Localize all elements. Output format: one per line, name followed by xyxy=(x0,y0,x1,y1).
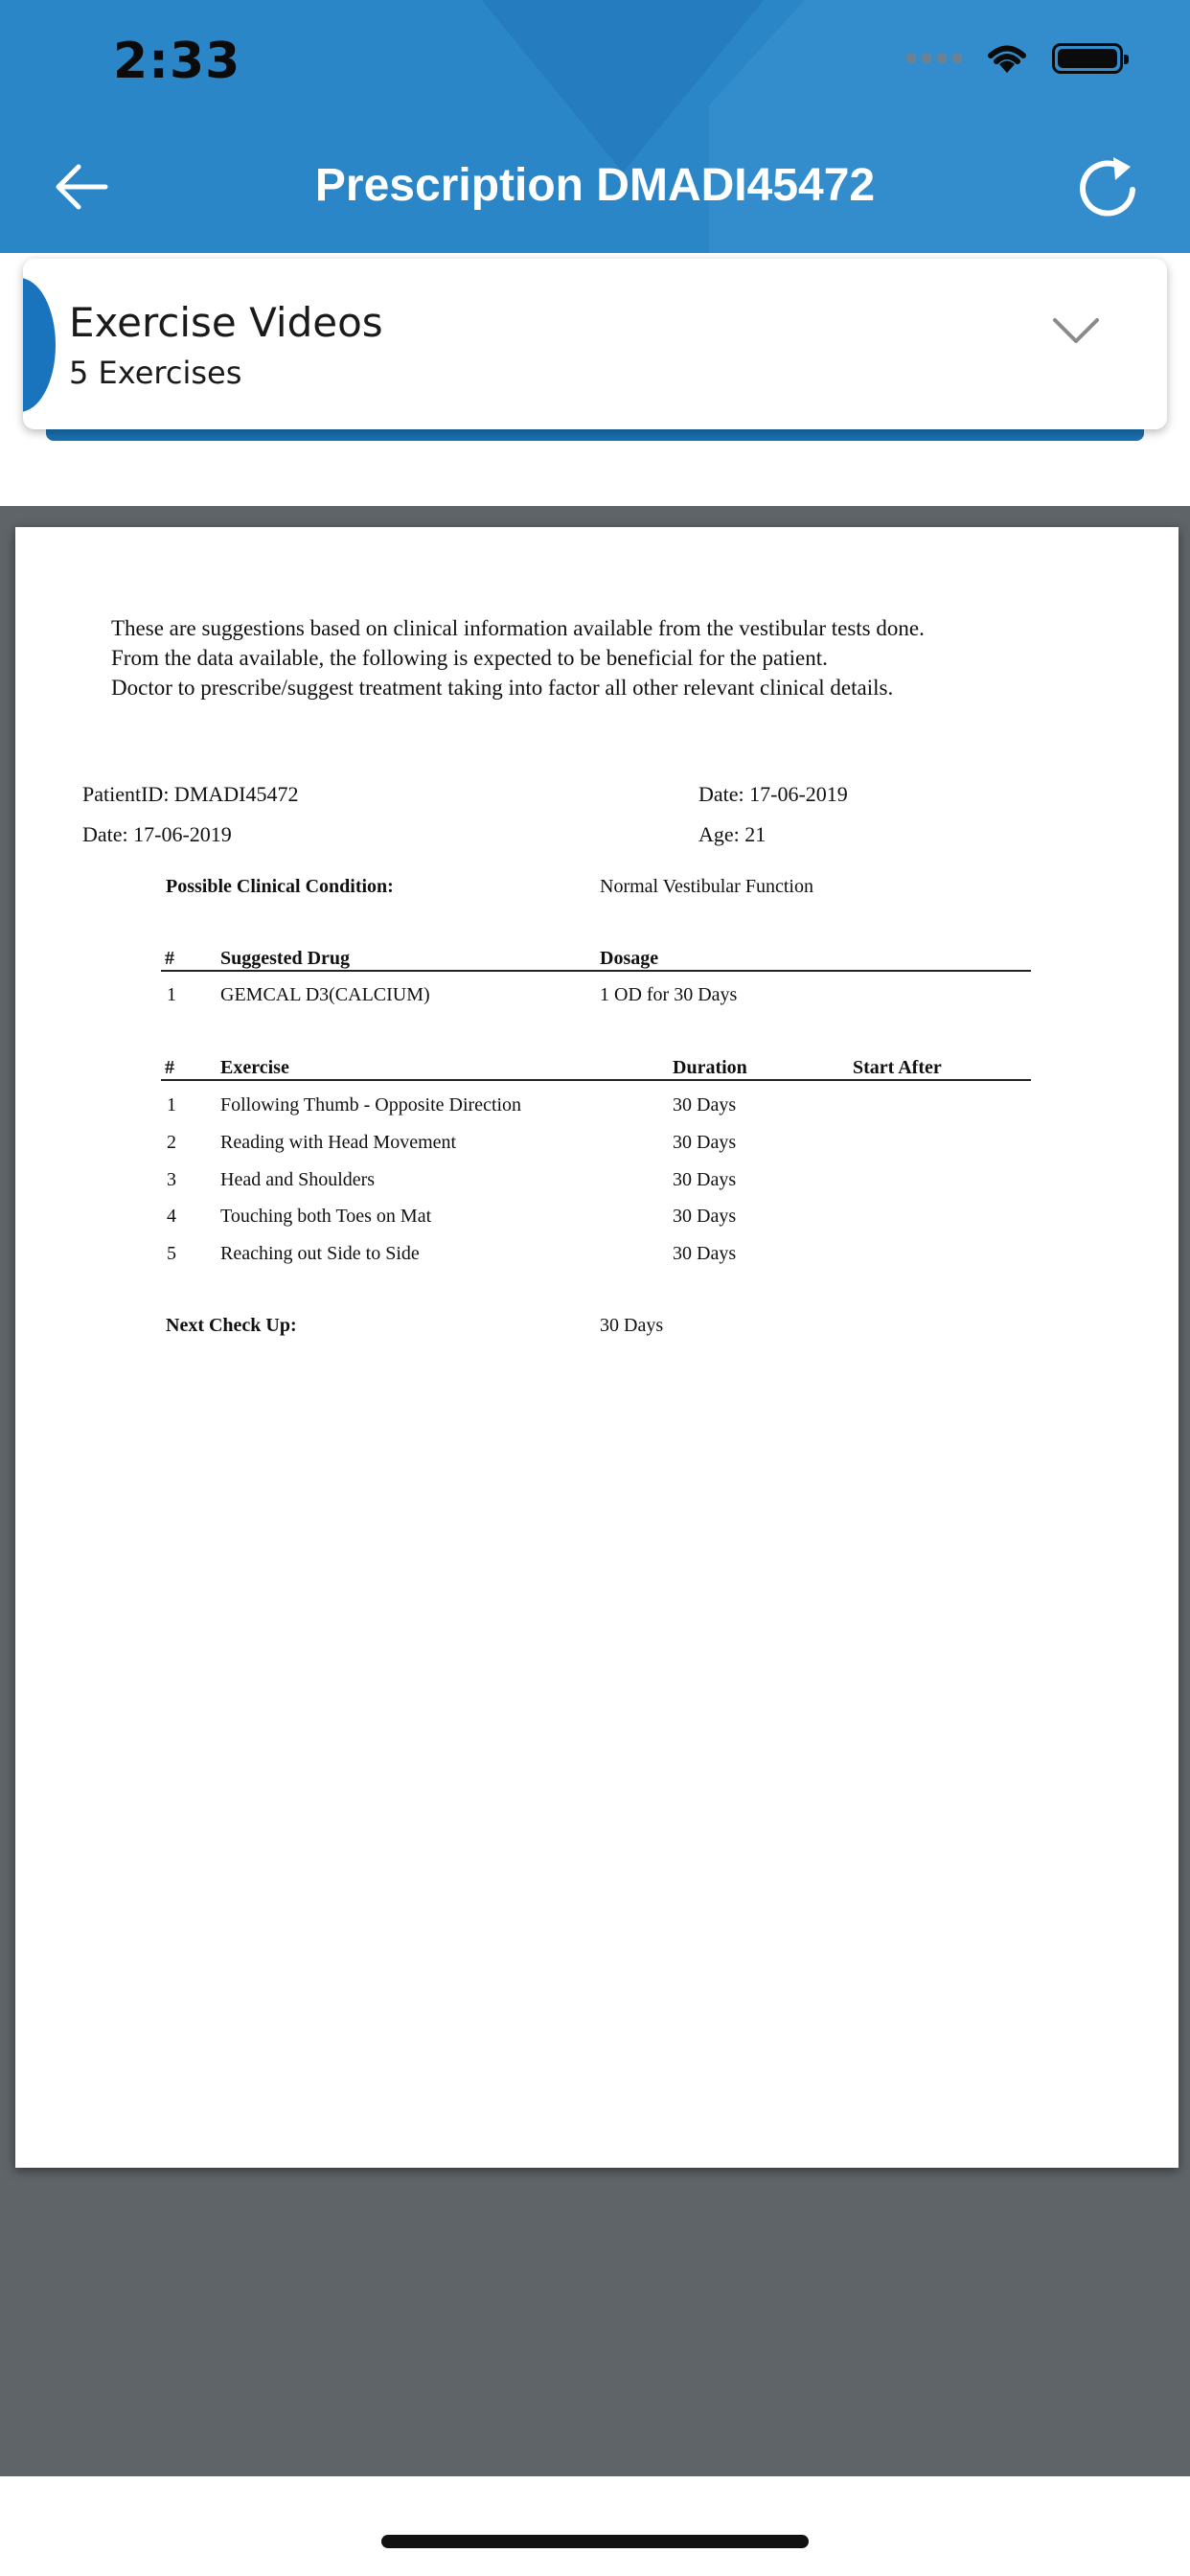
exercise-row-num: 3 xyxy=(167,1169,176,1190)
drug-row-name: GEMCAL D3(CALCIUM) xyxy=(220,984,430,1005)
drug-header-num: # xyxy=(165,948,174,969)
exercise-header-duration: Duration xyxy=(673,1057,747,1078)
exercise-videos-card[interactable] xyxy=(23,259,1167,429)
exercise-row-num: 4 xyxy=(167,1206,176,1227)
intro-text xyxy=(111,613,925,702)
patient-id: PatientID: DMADI45472 xyxy=(82,782,299,806)
intro-line: These are suggestions based on clinical information available from the vestibular tests done. xyxy=(111,616,925,640)
exercise-header-num: # xyxy=(165,1057,174,1078)
table-rule xyxy=(161,970,1031,972)
wifi-icon xyxy=(985,42,1029,75)
chevron-down-icon[interactable] xyxy=(1052,316,1100,345)
exercise-header-start-after: Start After xyxy=(853,1057,942,1078)
status-icons xyxy=(906,42,1123,75)
exercise-row-duration: 30 Days xyxy=(673,1206,737,1227)
exercise-row-duration: 30 Days xyxy=(673,1243,737,1264)
next-checkup-value: 30 Days xyxy=(600,1315,664,1336)
card-accent xyxy=(23,278,56,412)
date-left: Date: 17-06-2019 xyxy=(82,822,232,846)
drug-header-dosage: Dosage xyxy=(600,948,659,969)
status-time: 2:33 xyxy=(113,33,241,90)
card-subtitle: 5 Exercises xyxy=(69,355,242,391)
exercise-header-exercise: Exercise xyxy=(220,1057,289,1078)
table-rule xyxy=(161,1079,1031,1081)
home-indicator[interactable] xyxy=(381,2535,809,2548)
exercise-row-name: Reading with Head Movement xyxy=(220,1132,457,1153)
date-right: Date: 17-06-2019 xyxy=(698,782,848,806)
intro-line: Doctor to prescribe/suggest treatment taking into factor all other relevant clinical details. xyxy=(111,676,894,700)
drug-row-num: 1 xyxy=(167,984,176,1005)
exercise-row-duration: 30 Days xyxy=(673,1132,737,1153)
exercise-row-num: 1 xyxy=(167,1094,176,1116)
exercise-row-name: Touching both Toes on Mat xyxy=(220,1206,432,1227)
exercise-row-name: Reaching out Side to Side xyxy=(220,1243,420,1264)
page-title: Prescription DMADI45472 xyxy=(314,160,876,211)
exercise-row-name: Head and Shoulders xyxy=(220,1169,376,1190)
intro-line: From the data available, the following is expected to be beneficial for the patient. xyxy=(111,646,828,670)
patient-age: Age: 21 xyxy=(698,822,767,846)
prescription-page xyxy=(15,527,1179,2168)
exercise-row-name: Following Thumb - Opposite Direction xyxy=(220,1094,522,1116)
cellular-signal-icon xyxy=(906,54,962,63)
drug-header-drug: Suggested Drug xyxy=(220,948,351,969)
refresh-icon[interactable] xyxy=(1075,155,1140,220)
exercise-row-num: 2 xyxy=(167,1132,176,1153)
card-title: Exercise Videos xyxy=(69,299,383,346)
drug-row-dosage: 1 OD for 30 Days xyxy=(600,984,738,1005)
battery-icon xyxy=(1052,43,1123,74)
next-checkup-label: Next Check Up: xyxy=(166,1315,297,1336)
exercise-row-duration: 30 Days xyxy=(673,1094,737,1116)
condition-label: Possible Clinical Condition: xyxy=(166,876,394,897)
condition-value: Normal Vestibular Function xyxy=(600,876,813,897)
exercise-row-duration: 30 Days xyxy=(673,1169,737,1190)
exercise-row-num: 5 xyxy=(167,1243,176,1264)
